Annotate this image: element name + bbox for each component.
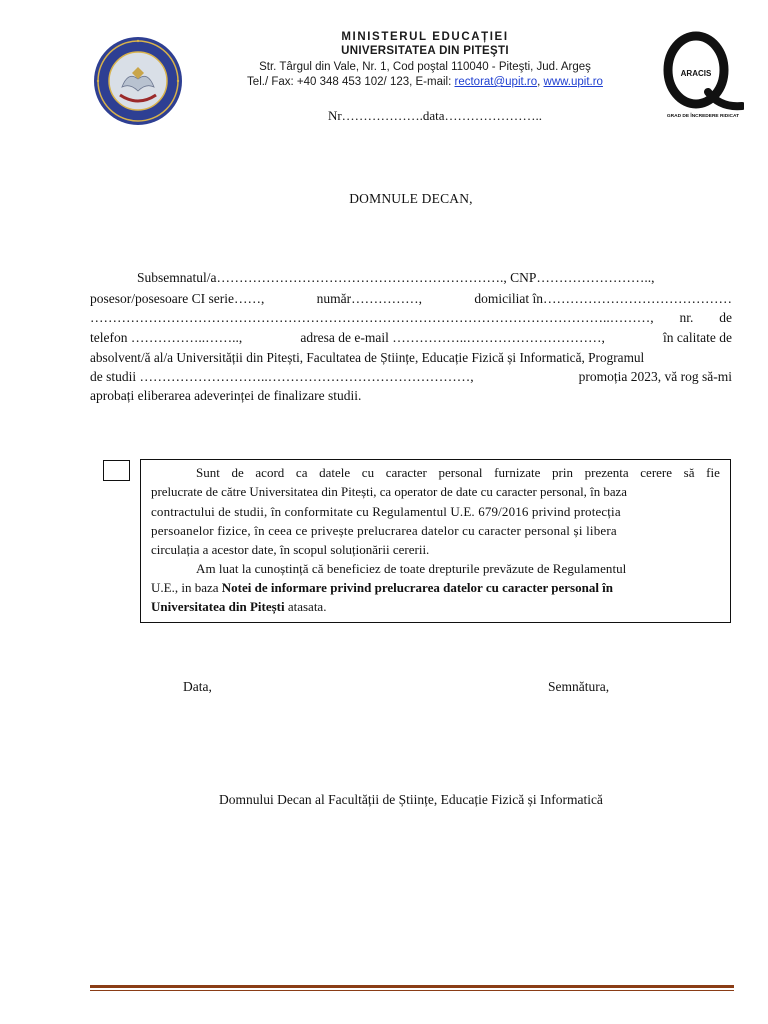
consent-line-5: circulația a acestor date, în scopul soluționării cererii. xyxy=(151,542,430,557)
graduation-year-text: promoția 2023, vă rog să-mi xyxy=(578,369,732,384)
footer-addressee: Domnului Decan al Facultății de Științe, Educație Fizică și Informatică xyxy=(219,792,603,807)
salutation: DOMNULE DECAN, xyxy=(349,191,473,206)
consent-line-4: persoanelor fizice, în ceea ce privește prelucrarea datelor cu caracter personal și libera xyxy=(151,523,617,538)
consent-basis-text: U.E., in baza xyxy=(151,580,222,595)
ministry-name: MINISTERUL EDUCAȚIEI xyxy=(341,31,509,43)
consent-line-1: Sunt de acord ca datele cu caracter personal furnizate prin prezenta cerere să fie xyxy=(196,465,720,480)
consent-line-6: Am luat la cunoștință că beneficiez de toate drepturile prevăzute de Regulamentul xyxy=(196,561,627,576)
body-line-4 xyxy=(90,329,732,347)
aracis-quality-logo xyxy=(662,30,744,118)
website-link[interactable]: www.upit.ro xyxy=(543,76,603,88)
address-field: domiciliat în…………………………………… xyxy=(474,291,732,306)
body-line-7: aprobați eliberarea adeverinței de finalizare studii. xyxy=(90,388,362,403)
study-program-field: de studii ………………………..………………………………………, xyxy=(90,369,474,384)
consent-line-2: prelucrate de către Universitatea din Pitești, ca operator de date cu caracter personal, în baza xyxy=(151,485,627,499)
address-continuation: ……………………………………………………………………………………………………..………, xyxy=(90,310,654,325)
de-label: de xyxy=(719,310,732,325)
university-seal-logo xyxy=(92,35,184,127)
phone-field: telefon ……………..…….., xyxy=(90,330,243,345)
body-line-3 xyxy=(90,309,732,327)
contact-phone-text: Tel./ Fax: +40 348 453 102/ 123, E-mail: xyxy=(247,76,455,88)
contact-separator: , xyxy=(537,76,544,88)
footer-divider-thin xyxy=(90,990,734,991)
consent-line-8 xyxy=(151,597,720,616)
capacity-label: în calitate de xyxy=(663,330,732,345)
nr-label: nr. xyxy=(679,310,694,325)
body-line-1: Subsemnatul/a………………………………………………………., CNP…………………….., xyxy=(137,270,655,285)
footer-divider xyxy=(90,985,734,988)
consent-notice-university: Universitatea din Pitești xyxy=(151,599,285,614)
id-series-field: posesor/posesoare CI serie……, xyxy=(90,291,265,306)
consent-checkbox[interactable] xyxy=(103,460,130,481)
consent-line-7 xyxy=(151,578,720,597)
body-line-2 xyxy=(90,290,732,308)
registration-number-line: Nr……………….data………………….. xyxy=(327,108,543,123)
consent-notice-title: Notei de informare privind prelucrarea datelor cu caracter personal în xyxy=(221,580,614,595)
email-field: adresa de e-mail ……………..…………………………, xyxy=(300,330,605,345)
university-name: UNIVERSITATEA DIN PITEŞTI xyxy=(341,45,509,57)
consent-attached-text: atasata. xyxy=(284,599,327,614)
body-line-5: absolvent/ă al/a Universității din Pitești, Facultatea de Științe, Educație Fizică și Informatică, Programul xyxy=(90,350,645,365)
university-contact xyxy=(190,76,660,88)
university-address: Str. Târgul din Vale, Nr. 1, Cod poştal 110040 - Piteşti, Jud. Argeş xyxy=(259,61,591,73)
email-link[interactable]: rectorat@upit.ro xyxy=(454,76,538,88)
id-number-field: număr……………, xyxy=(316,291,423,306)
date-label: Data, xyxy=(183,679,212,694)
consent-line-3: contractului de studii, în conformitate cu Regulamentul U.E. 679/2016 privind protecția xyxy=(151,504,621,519)
aracis-label: ARACIS xyxy=(680,69,712,78)
body-line-6 xyxy=(90,368,732,386)
aracis-caption: GRAD DE ÎNCREDERE RIDICAT xyxy=(666,114,740,118)
signature-label: Semnătura, xyxy=(548,679,610,694)
